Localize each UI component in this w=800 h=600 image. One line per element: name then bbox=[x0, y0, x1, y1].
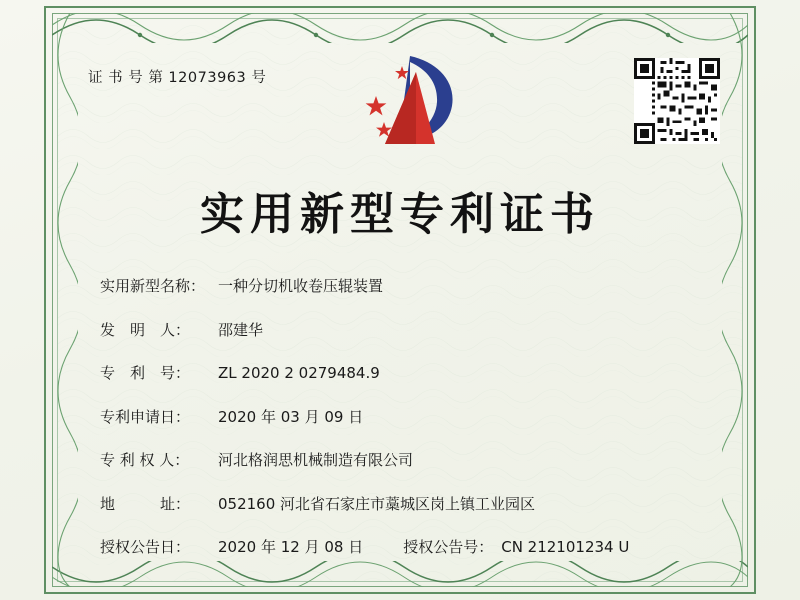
field-value-grant-date: 2020 年 12 月 08 日 bbox=[218, 538, 364, 556]
certificate-fields bbox=[100, 275, 710, 580]
field-value-utility-model-name: 一种分切机收卷压辊装置 bbox=[218, 277, 384, 295]
field-value-grant-number: CN 212101234 U bbox=[501, 538, 630, 556]
field-grant-info bbox=[100, 536, 710, 557]
field-label-patentee: 专 利 权 人： bbox=[100, 451, 190, 469]
qr-code bbox=[634, 58, 720, 144]
field-label-application-date: 专利申请日： bbox=[100, 407, 191, 426]
ornament-right bbox=[722, 13, 748, 587]
patent-office-emblem-icon bbox=[340, 48, 470, 158]
field-address bbox=[100, 493, 710, 514]
ornament-left bbox=[52, 13, 78, 587]
field-utility-model-name bbox=[100, 275, 710, 296]
field-label-inventor: 发 明 人： bbox=[100, 320, 191, 339]
field-inventor bbox=[100, 319, 710, 340]
field-label-grant-number: 授权公告号： bbox=[403, 538, 494, 556]
certificate-number: 证 书 号 第 12073963 号 bbox=[88, 70, 267, 86]
field-value-patent-number: ZL 2020 2 0279484.9 bbox=[218, 364, 380, 382]
field-value-patentee: 河北格润思机械制造有限公司 bbox=[218, 451, 414, 469]
field-value-address: 052160 河北省石家庄市藁城区岗上镇工业园区 bbox=[218, 494, 536, 513]
field-value-application-date: 2020 年 03 月 09 日 bbox=[218, 407, 364, 426]
field-patentee bbox=[100, 449, 710, 470]
field-label-patent-number: 专 利 号： bbox=[100, 364, 191, 382]
field-label-utility-model-name: 实用新型名称： bbox=[100, 277, 206, 295]
page-title: 实用新型专利证书 bbox=[200, 189, 600, 240]
field-label-grant-date: 授权公告日： bbox=[100, 538, 191, 556]
field-value-inventor: 邵建华 bbox=[218, 320, 264, 339]
field-application-date bbox=[100, 406, 710, 427]
field-patent-number bbox=[100, 362, 710, 383]
field-label-address: 地 址： bbox=[100, 494, 191, 513]
ornament-top bbox=[52, 13, 748, 43]
